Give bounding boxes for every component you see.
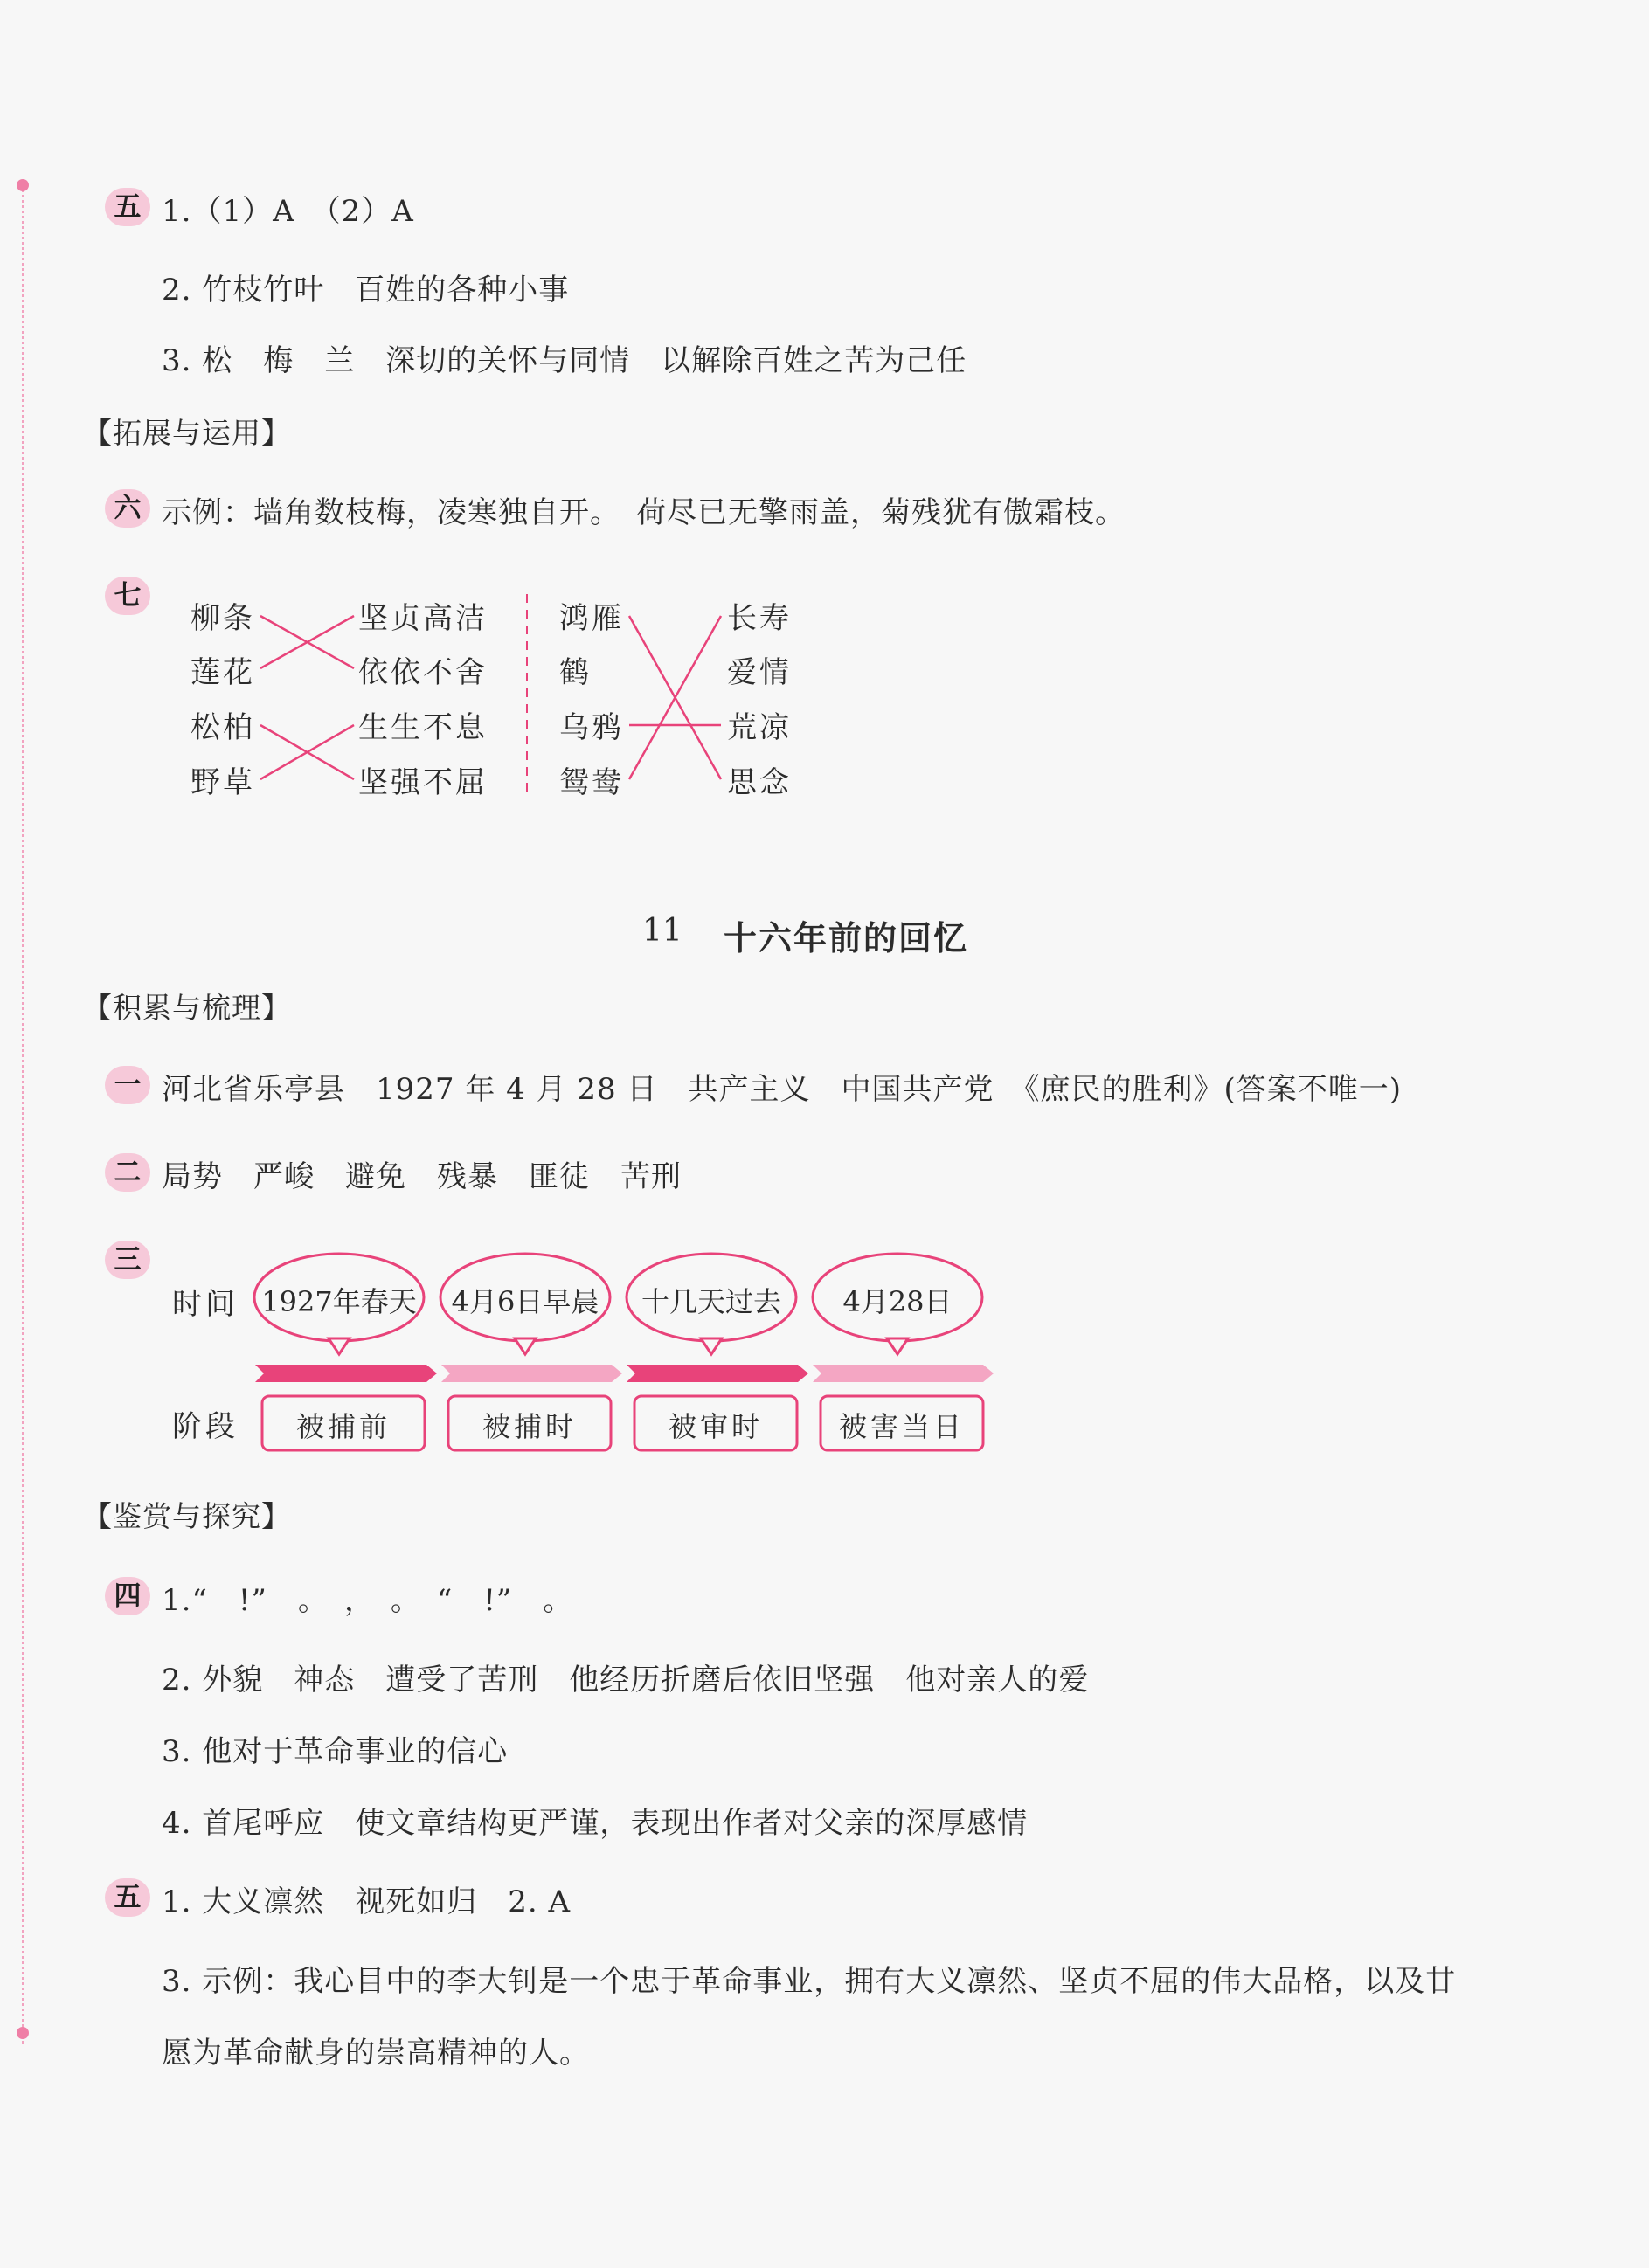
match-left-word: 野草 — [191, 765, 255, 800]
answer-line: 3. 他对于革命事业的信心 — [162, 1734, 509, 1769]
timeline-arrow-2 — [441, 1365, 622, 1382]
lesson-number: 11 — [642, 913, 682, 949]
lesson-title: 十六年前的回忆 — [724, 918, 969, 958]
section-badge-wu: 五 — [105, 1878, 150, 1917]
answer-line: 2. 竹枝竹叶 百姓的各种小事 — [162, 273, 570, 308]
match-line — [260, 725, 354, 779]
time-bubble-text: 4月28日 — [842, 1285, 953, 1318]
section-badge-liu: 六 — [105, 489, 150, 528]
stage-box-text: 被捕前 — [295, 1410, 391, 1443]
answer-line: 2. 外貌 神态 遭受了苦刑 他经历折磨后依旧坚强 他对亲人的爱 — [162, 1663, 1090, 1698]
answer-line: 局势 严峻 避免 残暴 匪徒 苦刑 — [162, 1159, 682, 1194]
section-badge-qi: 七 — [105, 577, 150, 615]
match-right-meaning: 荒凉 — [727, 710, 792, 745]
answer-line: 4. 首尾呼应 使文章结构更严谨，表现出作者对父亲的深厚感情 — [162, 1806, 1029, 1841]
answer-line: 示例：墙角数枝梅，凌寒独自开。 荷尽已无擎雨盖，菊残犹有傲霜枝。 — [162, 495, 1126, 530]
answer-line: 3. 松 梅 兰 深切的关怀与同情 以解除百姓之苦为己任 — [162, 343, 967, 378]
match-right-meaning: 思念 — [727, 765, 792, 800]
section-heading: 【积累与梳理】 — [83, 991, 291, 1025]
section-badge-san: 三 — [105, 1241, 150, 1279]
match-line — [260, 725, 354, 779]
section-badge-yi: 一 — [105, 1066, 150, 1104]
section-heading: 【鉴赏与探究】 — [83, 1499, 291, 1533]
margin-dot-top — [17, 179, 29, 191]
stage-label: 阶段 — [172, 1409, 239, 1444]
answer-line: 1.（1）A （2）A — [162, 194, 414, 229]
answer-line: 1.“ !” 。 ， 。 “ !” 。 — [162, 1583, 574, 1618]
time-bubble-text: 十几天过去 — [641, 1285, 781, 1318]
match-left-word: 松柏 — [191, 710, 255, 745]
match-right-word: 鸿雁 — [559, 601, 624, 636]
match-left-meaning: 坚贞高洁 — [358, 601, 488, 636]
match-left-meaning: 依依不舍 — [358, 655, 488, 690]
match-left-word: 柳条 — [191, 601, 255, 636]
match-line — [260, 616, 354, 668]
margin-dot-bottom — [17, 2027, 29, 2039]
timeline-arrow-4 — [813, 1365, 994, 1382]
time-bubble-text: 4月6日早晨 — [451, 1285, 599, 1318]
section-badge-si: 四 — [105, 1577, 150, 1615]
match-right-word: 鹤 — [559, 655, 592, 690]
match-right-meaning: 爱情 — [727, 655, 792, 690]
section-heading: 【拓展与运用】 — [83, 416, 291, 450]
answer-line: 3. 示例：我心目中的李大钊是一个忠于革命事业，拥有大义凛然、坚贞不屈的伟大品格，以及甘 — [162, 1964, 1457, 1999]
section-badge-wu: 五 — [105, 188, 150, 226]
answer-line: 河北省乐亭县 1927 年 4 月 28 日 共产主义 中国共产党 《庶民的胜利》(答案不唯一) — [162, 1072, 1402, 1107]
match-left-meaning: 生生不息 — [358, 710, 488, 745]
match-left-word: 莲花 — [191, 655, 255, 690]
stage-box-text: 被审时 — [668, 1410, 763, 1443]
section-badge-er: 二 — [105, 1153, 150, 1192]
match-line — [629, 616, 721, 779]
match-line — [629, 616, 721, 779]
match-line — [260, 616, 354, 668]
match-right-meaning: 长寿 — [727, 601, 792, 636]
timeline-arrow-3 — [627, 1365, 808, 1382]
match-right-word: 鸳鸯 — [559, 765, 624, 800]
match-left-meaning: 坚强不屈 — [358, 765, 488, 800]
answer-line: 1. 大义凛然 视死如归 2. A — [162, 1884, 572, 1919]
stage-box-text: 被捕时 — [482, 1410, 577, 1443]
timeline-arrow-1 — [255, 1365, 437, 1382]
answer-line: 愿为革命献身的崇高精神的人。 — [162, 2036, 590, 2071]
time-bubble-text: 1927年春天 — [261, 1285, 417, 1318]
match-right-word: 乌鸦 — [559, 710, 624, 745]
stage-box-text: 被害当日 — [838, 1410, 965, 1443]
margin-dotted-line — [22, 183, 24, 2044]
time-label: 时间 — [172, 1287, 239, 1322]
